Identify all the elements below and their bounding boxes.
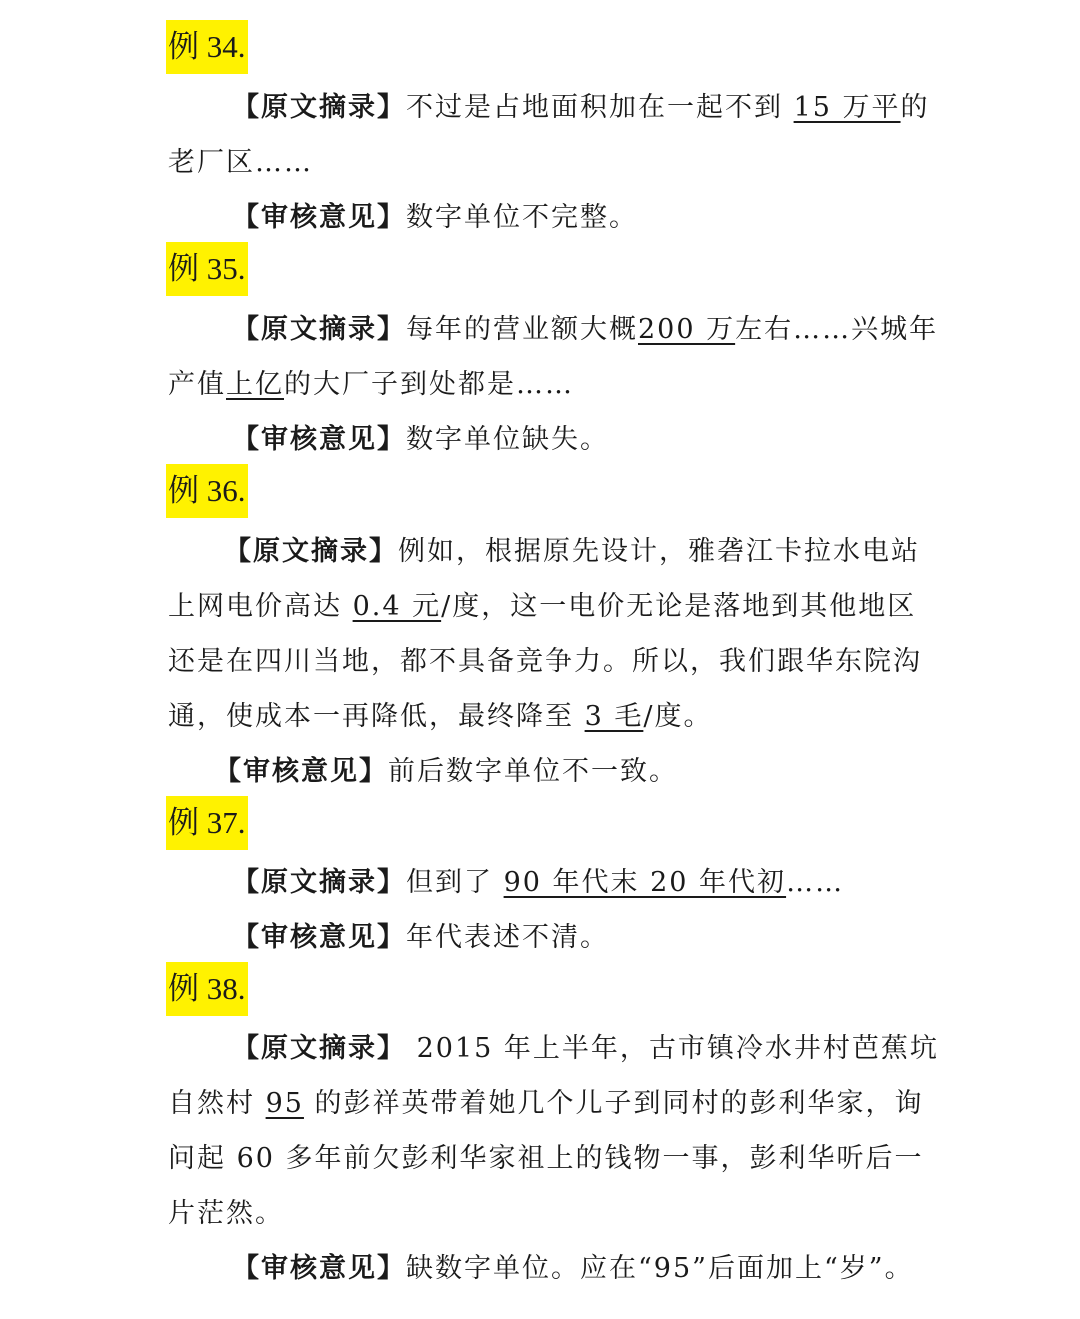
underlined-figure: 0.4 元 xyxy=(352,591,442,622)
example-label: 例 36. xyxy=(166,464,248,518)
original-excerpt-line: 自然村 95 的彭祥英带着她几个儿子到同村的彭利华家，询 xyxy=(168,1088,924,1119)
review-opinion-tag: 【审核意见】 xyxy=(232,922,406,953)
original-excerpt-line: 通，使成本一再降低，最终降至 3 毛/度。 xyxy=(168,701,713,732)
original-excerpt-line: 老厂区…… xyxy=(168,147,313,178)
original-excerpt-tag: 【原文摘录】 xyxy=(232,314,406,345)
underlined-figure: 上亿 xyxy=(226,369,284,400)
original-excerpt-line: 问起 60 多年前欠彭利华家祖上的钱物一事，彭利华听后一 xyxy=(168,1143,924,1174)
original-excerpt-tag: 【原文摘录】 xyxy=(224,536,398,567)
original-excerpt-line: 【原文摘录】例如，根据原先设计，雅砻江卡拉水电站 xyxy=(224,536,920,567)
underlined-figure: 15 万平 xyxy=(793,92,901,123)
original-excerpt-line: 上网电价高达 0.4 元/度，这一电价无论是落地到其他地区 xyxy=(168,591,917,622)
example-label: 例 35. xyxy=(166,242,248,296)
underlined-figure: 95 xyxy=(265,1088,304,1119)
original-excerpt-line: 【原文摘录】 2015 年上半年，古市镇冷水井村芭蕉坑 xyxy=(232,1033,939,1064)
original-excerpt-line: 产值上亿的大厂子到处都是…… xyxy=(168,369,574,400)
original-excerpt-tag: 【原文摘录】 xyxy=(232,92,406,123)
underlined-figure: 200 万 xyxy=(638,314,736,345)
example-label: 例 37. xyxy=(166,796,248,850)
original-excerpt-line: 【原文摘录】每年的营业额大概200 万左右……兴城年 xyxy=(232,314,939,345)
review-opinion-tag: 【审核意见】 xyxy=(214,756,388,787)
underlined-figure: 90 年代末 20 年代初 xyxy=(503,867,787,898)
review-opinion-line: 【审核意见】数字单位不完整。 xyxy=(232,202,638,233)
review-opinion-tag: 【审核意见】 xyxy=(232,424,406,455)
original-excerpt-line: 【原文摘录】不过是占地面积加在一起不到 15 万平的 xyxy=(232,92,930,123)
original-excerpt-tag: 【原文摘录】 xyxy=(232,1033,406,1064)
original-excerpt-line: 片茫然。 xyxy=(168,1198,284,1229)
original-excerpt-tag: 【原文摘录】 xyxy=(232,867,406,898)
review-opinion-line: 【审核意见】数字单位缺失。 xyxy=(232,424,609,455)
original-excerpt-line: 还是在四川当地，都不具备竞争力。所以，我们跟华东院沟 xyxy=(168,646,922,677)
example-label: 例 38. xyxy=(166,962,248,1016)
review-opinion-tag: 【审核意见】 xyxy=(232,202,406,233)
underlined-figure: 3 毛 xyxy=(584,701,644,732)
original-excerpt-line: 【原文摘录】但到了 90 年代末 20 年代初…… xyxy=(232,867,845,898)
review-opinion-line: 【审核意见】前后数字单位不一致。 xyxy=(214,756,678,787)
review-opinion-line: 【审核意见】年代表述不清。 xyxy=(232,922,609,953)
review-opinion-line: 【审核意见】缺数字单位。应在“95”后面加上“岁”。 xyxy=(232,1253,914,1284)
example-label: 例 34. xyxy=(166,20,248,74)
review-opinion-tag: 【审核意见】 xyxy=(232,1253,406,1284)
